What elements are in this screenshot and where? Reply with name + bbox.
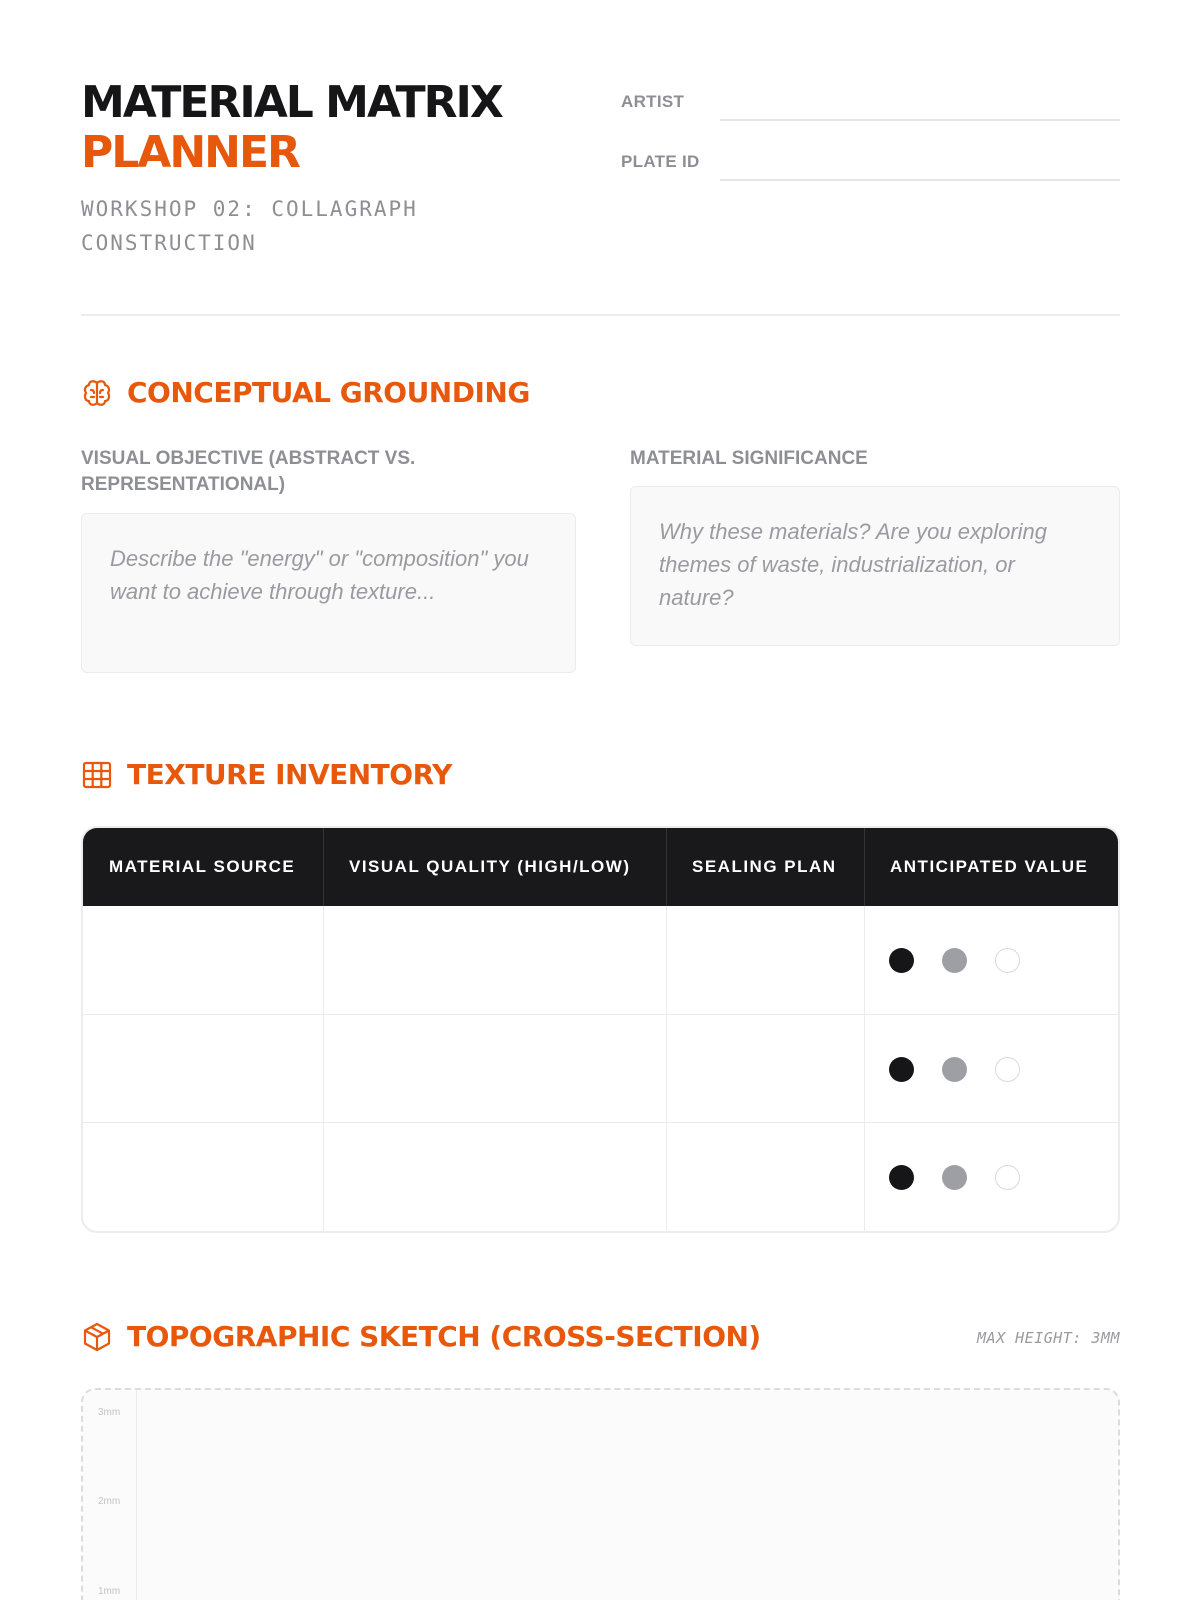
sketch-heading xyxy=(81,1320,761,1353)
value-scale xyxy=(889,1123,1048,1231)
texture-inventory-table xyxy=(81,826,1120,1233)
inventory-heading-label: TEXTURE INVENTORY xyxy=(127,758,452,791)
value-dot-light[interactable] xyxy=(995,1057,1020,1082)
column-divider xyxy=(323,828,324,906)
material-significance-textarea[interactable]: Why these materials? Are you exploring themes of waste, industrialization, or nature? xyxy=(630,486,1120,646)
grid-icon xyxy=(81,759,113,791)
column-divider xyxy=(666,828,667,906)
table-row xyxy=(83,1122,1118,1230)
conceptual-heading-label: CONCEPTUAL GROUNDING xyxy=(127,376,530,409)
sketch-heading-label: TOPOGRAPHIC SKETCH (CROSS-SECTION) xyxy=(127,1320,761,1353)
plate-id-label: PLATE ID xyxy=(621,152,700,171)
table-header xyxy=(83,828,1118,906)
value-scale xyxy=(889,906,1048,1014)
meta-fields xyxy=(621,78,1120,198)
value-scale xyxy=(889,1015,1048,1123)
inventory-heading xyxy=(81,758,452,791)
value-dot-dark[interactable] xyxy=(889,1057,914,1082)
column-header-material-source: MATERIAL SOURCE xyxy=(109,857,296,876)
conceptual-heading xyxy=(81,376,530,409)
header-divider xyxy=(81,314,1120,316)
column-divider xyxy=(864,828,865,906)
height-axis xyxy=(83,1390,137,1600)
sketch-area[interactable] xyxy=(81,1388,1120,1600)
page-title-accent: PLANNER xyxy=(81,127,299,178)
value-dot-mid[interactable] xyxy=(942,1057,967,1082)
max-height-note: MAX HEIGHT: 3MM xyxy=(977,1329,1120,1347)
artist-input-line[interactable] xyxy=(720,119,1120,121)
plate-id-field[interactable] xyxy=(621,138,1120,198)
tick-label: 3mm xyxy=(98,1407,121,1418)
column-header-sealing-plan: SEALING PLAN xyxy=(692,857,837,876)
table-row xyxy=(83,1014,1118,1122)
workshop-subtitle: WORKSHOP 02: COLLAGRAPH CONSTRUCTION xyxy=(81,197,418,255)
material-significance-label: MATERIAL SIGNIFICANCE xyxy=(630,448,868,469)
brain-icon xyxy=(81,377,113,409)
value-dot-mid[interactable] xyxy=(942,1165,967,1190)
header xyxy=(81,78,1120,318)
plate-id-input-line[interactable] xyxy=(720,179,1120,181)
value-dot-light[interactable] xyxy=(995,948,1020,973)
page-title: MATERIAL MATRIX xyxy=(81,77,502,128)
table-row xyxy=(83,906,1118,1014)
artist-label: ARTIST xyxy=(621,92,685,111)
cube-icon xyxy=(81,1321,113,1353)
worksheet-page xyxy=(81,0,1120,1600)
visual-objective-textarea[interactable]: Describe the "energy" or "composition" you want to achieve through texture... xyxy=(81,513,576,673)
tick-label: 1mm xyxy=(98,1586,121,1597)
tick-label: 2mm xyxy=(98,1496,121,1507)
column-header-visual-quality: VISUAL QUALITY (HIGH/LOW) xyxy=(349,857,631,876)
visual-objective-label: VISUAL OBJECTIVE (ABSTRACT VS. REPRESENTATIONAL) xyxy=(81,448,416,495)
value-dot-light[interactable] xyxy=(995,1165,1020,1190)
artist-field[interactable] xyxy=(621,78,1120,138)
value-dot-dark[interactable] xyxy=(889,948,914,973)
value-dot-mid[interactable] xyxy=(942,948,967,973)
title-block xyxy=(81,78,581,260)
value-dot-dark[interactable] xyxy=(889,1165,914,1190)
column-header-anticipated-value: ANTICIPATED VALUE xyxy=(890,857,1089,876)
